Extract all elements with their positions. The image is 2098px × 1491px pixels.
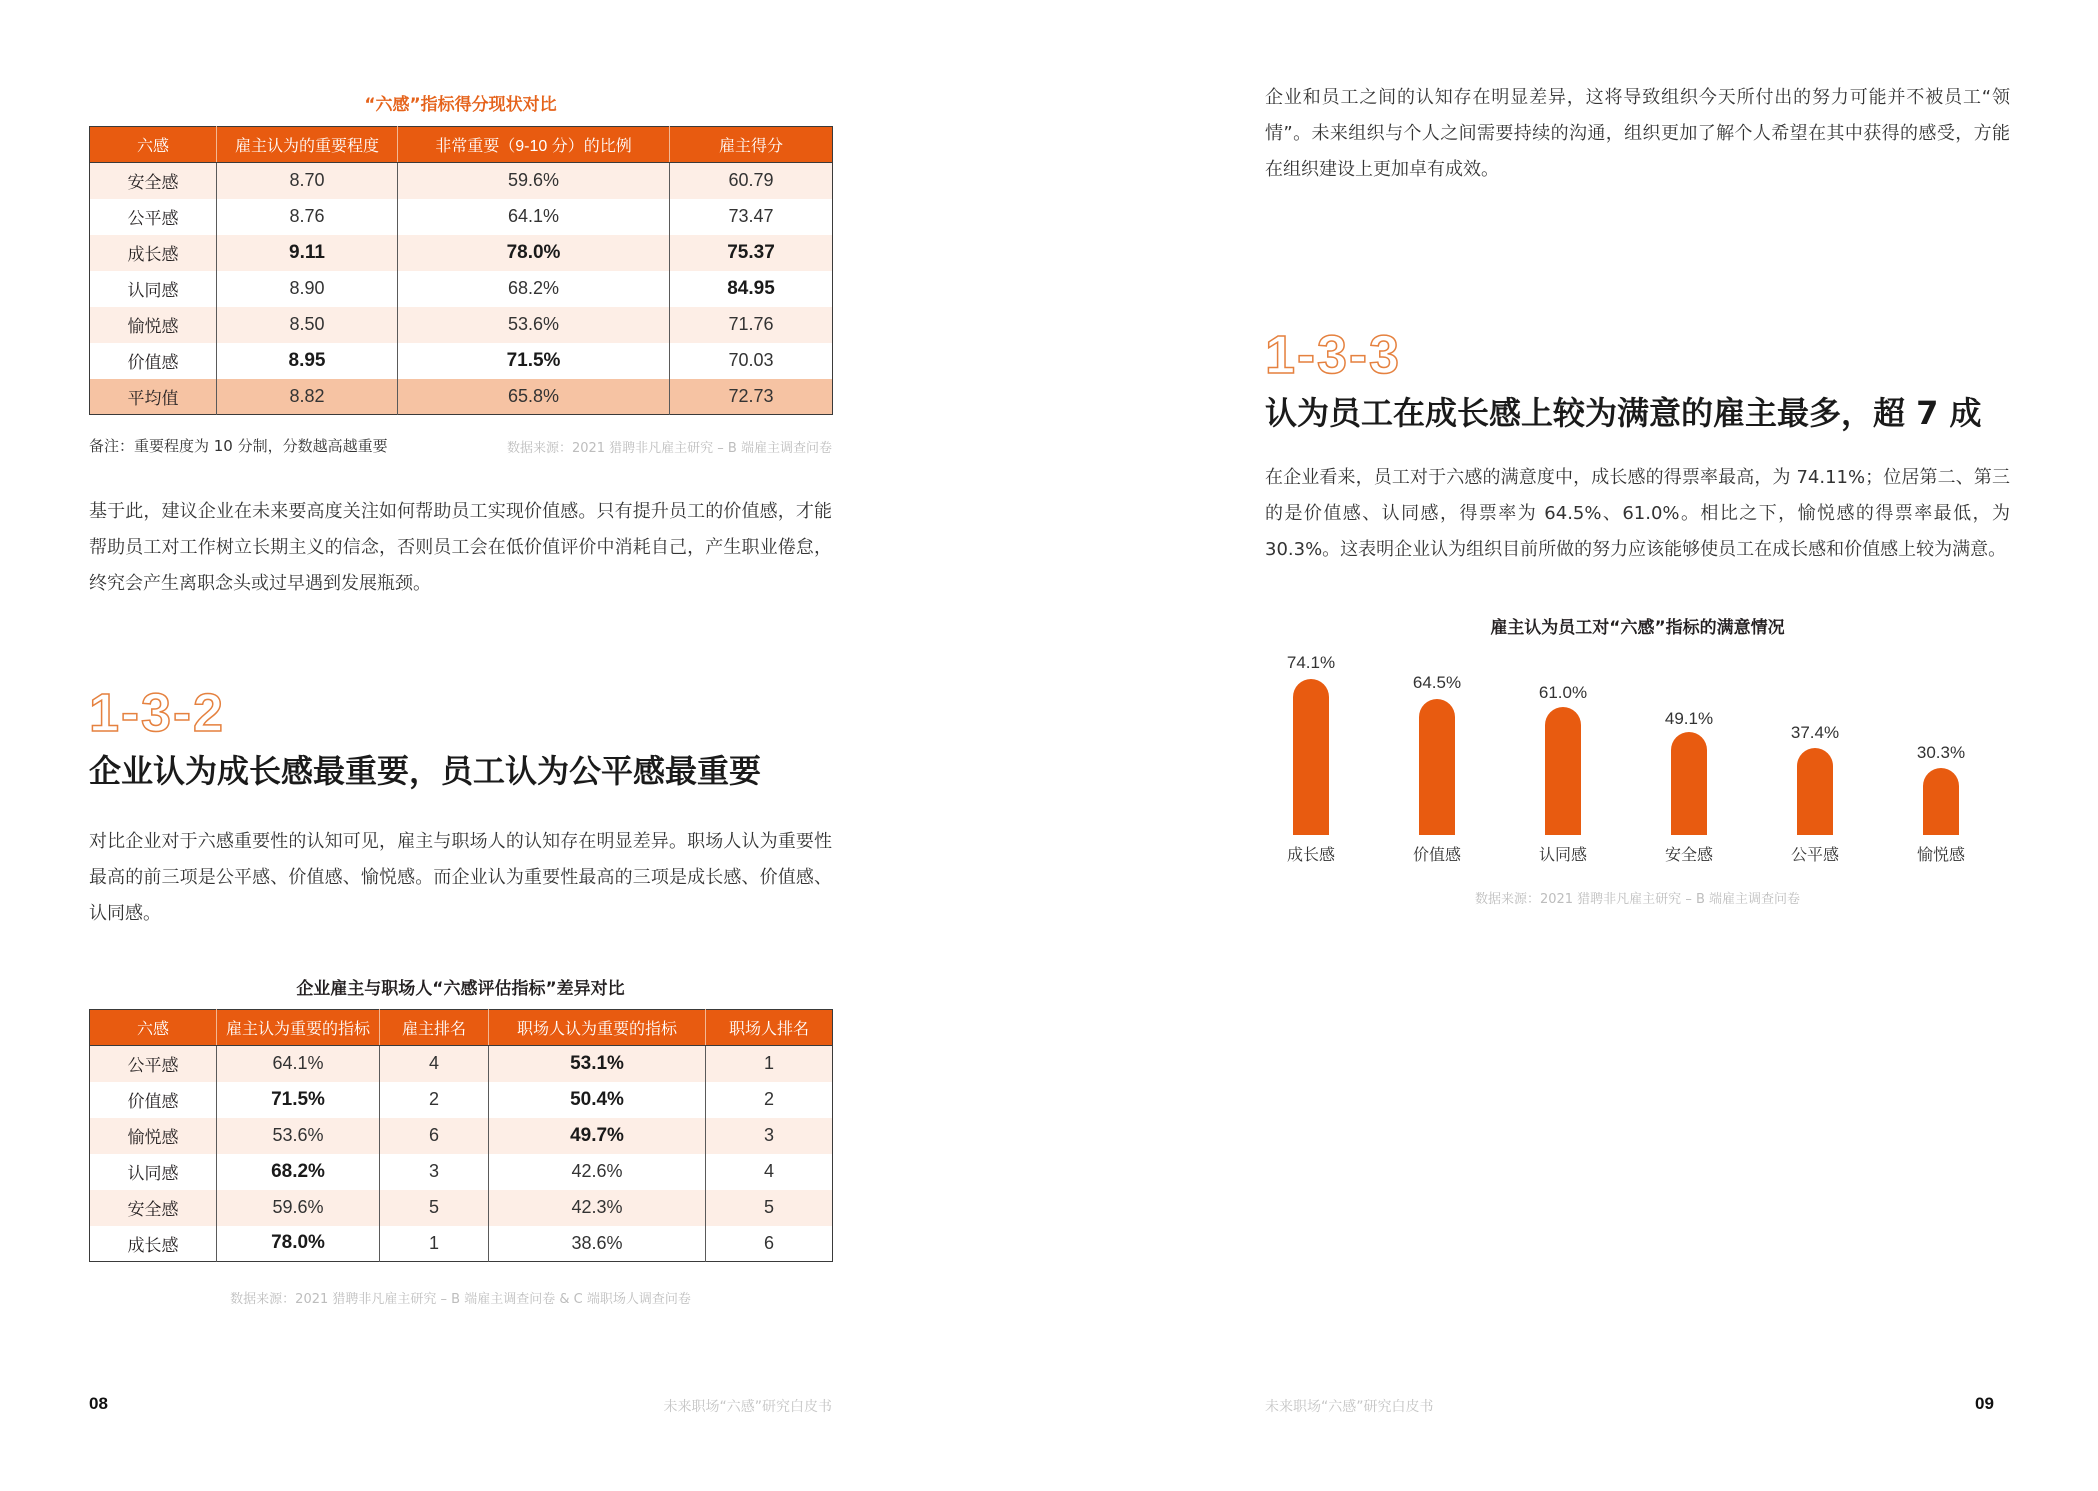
score-cell: 71.76	[670, 307, 833, 343]
column-header: 雇主排名	[380, 1010, 489, 1046]
importance-cell: 8.90	[217, 271, 398, 307]
score-cell: 60.79	[670, 163, 833, 199]
table-row	[90, 271, 833, 307]
table-row	[90, 1118, 833, 1154]
table1-note: 备注：重要程度为 10 分制，分数越高越重要	[89, 437, 388, 455]
column-header: 雇主认为的重要程度	[217, 127, 398, 163]
page-number: 09	[1975, 1394, 1994, 1413]
employee-pct-cell: 50.4%	[489, 1082, 706, 1118]
importance-cell: 9.11	[217, 235, 398, 271]
employee-rank-cell: 2	[706, 1082, 833, 1118]
employer-pct-cell: 59.6%	[217, 1190, 380, 1226]
ratio-cell: 78.0%	[398, 235, 670, 271]
employer-rank-cell: 6	[380, 1118, 489, 1154]
bar	[1419, 699, 1455, 835]
employer-rank-cell: 2	[380, 1082, 489, 1118]
row-label: 成长感	[90, 1226, 217, 1262]
bar-category-label: 公平感	[1790, 845, 1839, 864]
employer-rank-cell: 1	[380, 1226, 489, 1262]
employer-pct-cell: 71.5%	[217, 1082, 380, 1118]
section-title: 企业认为成长感最重要，员工认为公平感最重要	[89, 752, 762, 790]
average-row	[90, 379, 833, 415]
footer-book-title: 未来职场“六感”研究白皮书	[1265, 1399, 1434, 1415]
employee-pct-cell: 38.6%	[489, 1226, 706, 1262]
row-label: 价值感	[90, 343, 217, 379]
employer-rank-cell: 4	[380, 1046, 489, 1082]
employer-rank-cell: 5	[380, 1190, 489, 1226]
section-number: 1-3-3	[1265, 325, 1402, 385]
ratio-cell: 64.1%	[398, 199, 670, 235]
table-row	[90, 199, 833, 235]
bar-category-label: 愉悦感	[1916, 845, 1965, 864]
table-row	[90, 1190, 833, 1226]
bar-category-label: 成长感	[1286, 845, 1335, 864]
column-header: 雇主得分	[670, 127, 833, 163]
row-label: 平均值	[90, 379, 217, 415]
row-label: 公平感	[90, 199, 217, 235]
employer-rank-cell: 3	[380, 1154, 489, 1190]
importance-cell: 8.82	[217, 379, 398, 415]
employee-rank-cell: 5	[706, 1190, 833, 1226]
employee-pct-cell: 42.6%	[489, 1154, 706, 1190]
table-header-row	[90, 1010, 833, 1046]
score-cell: 72.73	[670, 379, 833, 415]
employer-pct-cell: 68.2%	[217, 1154, 380, 1190]
table-row	[90, 1046, 833, 1082]
score-cell: 73.47	[670, 199, 833, 235]
table-row	[90, 163, 833, 199]
employer-pct-cell: 53.6%	[217, 1118, 380, 1154]
employer-pct-cell: 78.0%	[217, 1226, 380, 1262]
ratio-cell: 59.6%	[398, 163, 670, 199]
column-header: 六感	[90, 1010, 217, 1046]
row-label: 价值感	[90, 1082, 217, 1118]
bar-category-label: 安全感	[1664, 845, 1713, 864]
chart-title: 雇主认为员工对“六感”指标的满意情况	[1490, 618, 1785, 638]
row-label: 成长感	[90, 235, 217, 271]
importance-score-table	[89, 126, 833, 415]
table-header-row	[90, 127, 833, 163]
bar	[1545, 707, 1581, 835]
employee-rank-cell: 6	[706, 1226, 833, 1262]
table2-source: 数据来源：2021 猎聘非凡雇主研究 – B 端雇主调查问卷 & C 端职场人调查问卷	[230, 1292, 691, 1307]
table1-source: 数据来源：2021 猎聘非凡雇主研究 – B 端雇主调查问卷	[506, 441, 832, 456]
table-row	[90, 1082, 833, 1118]
footer-book-title: 未来职场“六感”研究白皮书	[663, 1399, 832, 1415]
score-cell: 84.95	[670, 271, 833, 307]
row-label: 安全感	[90, 1190, 217, 1226]
employer-vs-employee-table	[89, 1009, 833, 1262]
employee-pct-cell: 49.7%	[489, 1118, 706, 1154]
table-row	[90, 307, 833, 343]
employee-rank-cell: 1	[706, 1046, 833, 1082]
score-cell: 70.03	[670, 343, 833, 379]
column-header: 六感	[90, 127, 217, 163]
employee-rank-cell: 3	[706, 1118, 833, 1154]
section-number: 1-3-2	[89, 683, 226, 743]
column-header: 非常重要（9-10 分）的比例	[398, 127, 670, 163]
importance-cell: 8.76	[217, 199, 398, 235]
table2-title: 企业雇主与职场人“六感评估指标”差异对比	[296, 979, 625, 999]
bar-category-label: 价值感	[1412, 845, 1461, 864]
column-header: 雇主认为重要的指标	[217, 1010, 380, 1046]
row-label: 认同感	[90, 271, 217, 307]
section-title: 认为员工在成长感上较为满意的雇主最多，超 7 成	[1265, 394, 1982, 432]
bar	[1293, 679, 1329, 835]
page-number: 08	[89, 1394, 108, 1413]
column-header: 职场人认为重要的指标	[489, 1010, 706, 1046]
bar-value-label: 61.0%	[1538, 683, 1588, 702]
table-row	[90, 1226, 833, 1262]
employee-rank-cell: 4	[706, 1154, 833, 1190]
row-label: 愉悦感	[90, 1118, 217, 1154]
table1-title: “六感”指标得分现状对比	[364, 95, 557, 115]
table-row	[90, 1154, 833, 1190]
bar-value-label: 37.4%	[1790, 723, 1840, 742]
bar-value-label: 49.1%	[1664, 709, 1714, 728]
bar-category-label: 认同感	[1538, 845, 1587, 864]
importance-cell: 8.70	[217, 163, 398, 199]
ratio-cell: 65.8%	[398, 379, 670, 415]
employee-pct-cell: 42.3%	[489, 1190, 706, 1226]
bar	[1797, 748, 1833, 835]
bar-value-label: 64.5%	[1412, 673, 1462, 692]
employer-pct-cell: 64.1%	[217, 1046, 380, 1082]
employee-pct-cell: 53.1%	[489, 1046, 706, 1082]
ratio-cell: 68.2%	[398, 271, 670, 307]
row-label: 安全感	[90, 163, 217, 199]
bar	[1923, 768, 1959, 835]
row-label: 愉悦感	[90, 307, 217, 343]
table-row	[90, 343, 833, 379]
table-row	[90, 235, 833, 271]
row-label: 认同感	[90, 1154, 217, 1190]
bar	[1671, 732, 1707, 835]
column-header: 职场人排名	[706, 1010, 833, 1046]
bar-value-label: 30.3%	[1916, 743, 1966, 762]
score-cell: 75.37	[670, 235, 833, 271]
row-label: 公平感	[90, 1046, 217, 1082]
section-paragraph: 在企业看来，员工对于六感的满意度中，成长感的得票率最高，为 74.11%；位居第二、第三的是价值感、认同感，得票率为 64.5%、61.0%。相比之下，愉悦感的得票率最低，为 30.3%。这表明企业认为组织目前所做的努力应该能够使员工在成长感和价值感上较为满意。	[1265, 467, 2010, 560]
paragraph-value-sense: 基于此，建议企业在未来要高度关注如何帮助员工实现价值感。只有提升员工的价值感，才能帮助员工对工作树立长期主义的信念，否则员工会在低价值评价中消耗自己，产生职业倦怠，终究会产生离职念头或过早遇到发展瓶颈。	[89, 501, 832, 594]
importance-cell: 8.95	[217, 343, 398, 379]
ratio-cell: 53.6%	[398, 307, 670, 343]
importance-cell: 8.50	[217, 307, 398, 343]
chart-source: 数据来源：2021 猎聘非凡雇主研究 – B 端雇主调查问卷	[1474, 892, 1801, 907]
section-paragraph: 对比企业对于六感重要性的认知可见，雇主与职场人的认知存在明显差异。职场人认为重要性最高的前三项是公平感、价值感、愉悦感。而企业认为重要性最高的三项是成长感、价值感、认同感。	[89, 831, 832, 924]
bar-value-label: 74.1%	[1286, 653, 1336, 672]
ratio-cell: 71.5%	[398, 343, 670, 379]
intro-paragraph: 企业和员工之间的认知存在明显差异，这将导致组织今天所付出的努力可能并不被员工“领情”。未来组织与个人之间需要持续的沟通，组织更加了解个人希望在其中获得的感受，方能在组织建设上更加卓有成效。	[1265, 87, 2010, 180]
